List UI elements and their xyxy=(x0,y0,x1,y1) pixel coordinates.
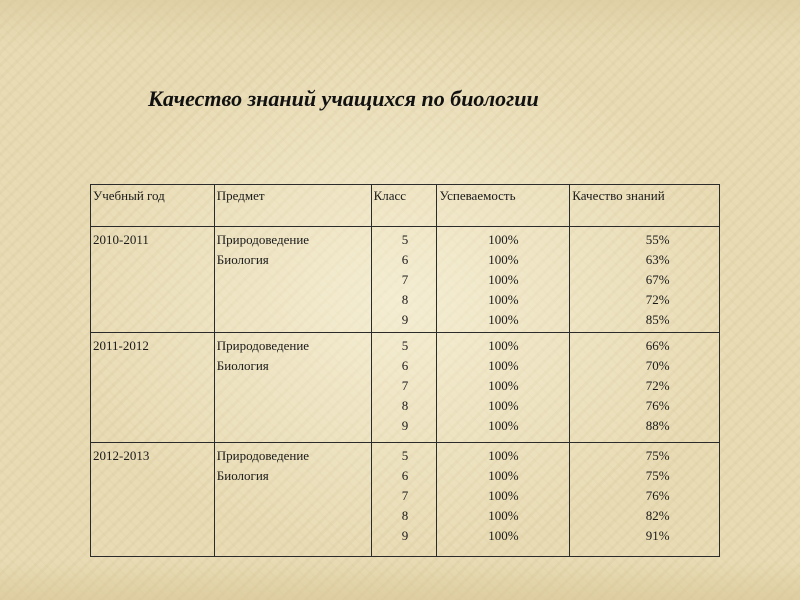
performance-value: 100% xyxy=(488,528,519,543)
subject-line: Биология xyxy=(216,468,269,483)
performance-value: 100% xyxy=(488,358,519,373)
subject-cell xyxy=(214,333,371,443)
subject-line: Природоведение xyxy=(216,232,310,247)
quality-value: 72% xyxy=(645,378,670,393)
class-value: 9 xyxy=(401,528,409,543)
quality-value: 88% xyxy=(645,418,670,433)
quality-value: 82% xyxy=(645,508,670,523)
performance-value: 100% xyxy=(488,378,519,393)
subject-line: Биология xyxy=(216,358,269,373)
class-value: 7 xyxy=(401,272,409,287)
quality-value: 70% xyxy=(645,358,670,373)
class-value: 5 xyxy=(401,448,409,463)
performance-value: 100% xyxy=(488,448,519,463)
subject-cell xyxy=(214,227,371,333)
quality-value: 76% xyxy=(645,488,670,503)
quality-value: 76% xyxy=(645,398,670,413)
quality-value: 63% xyxy=(645,252,670,267)
header-subject: Предмет xyxy=(214,185,371,227)
performance-cell xyxy=(437,333,570,443)
performance-value: 100% xyxy=(488,418,519,433)
quality-value: 75% xyxy=(645,448,670,463)
performance-value: 100% xyxy=(488,338,519,353)
class-value: 8 xyxy=(401,508,409,523)
subject-line: Биология xyxy=(216,252,269,267)
class-value: 6 xyxy=(401,358,409,373)
class-value: 8 xyxy=(401,398,409,413)
performance-cell xyxy=(437,443,570,557)
quality-cell xyxy=(570,227,720,333)
table-row xyxy=(91,227,720,333)
quality-cell xyxy=(570,333,720,443)
year-cell: 2012-2013 xyxy=(91,443,215,557)
performance-value: 100% xyxy=(488,508,519,523)
performance-value: 100% xyxy=(488,252,519,267)
performance-value: 100% xyxy=(488,488,519,503)
class-cell xyxy=(371,443,437,557)
table-row xyxy=(91,443,720,557)
performance-value: 100% xyxy=(488,398,519,413)
class-cell xyxy=(371,227,437,333)
header-class: Класс xyxy=(371,185,437,227)
slide-top-band xyxy=(0,0,800,48)
table-header-row xyxy=(91,185,720,227)
quality-value: 55% xyxy=(645,232,670,247)
performance-value: 100% xyxy=(488,232,519,247)
subject-line: Природоведение xyxy=(216,448,310,463)
class-value: 6 xyxy=(401,252,409,267)
header-quality: Качество знаний xyxy=(570,185,720,227)
class-value: 5 xyxy=(401,338,409,353)
class-value: 7 xyxy=(401,378,409,393)
year-cell: 2010-2011 xyxy=(91,227,215,333)
quality-value: 67% xyxy=(645,272,670,287)
performance-value: 100% xyxy=(488,292,519,307)
class-cell xyxy=(371,333,437,443)
subject-line: Природоведение xyxy=(216,338,310,353)
quality-value: 91% xyxy=(645,528,670,543)
quality-value: 75% xyxy=(645,468,670,483)
slide-title: Качество знаний учащихся по биологии xyxy=(148,86,539,111)
performance-value: 100% xyxy=(488,272,519,287)
header-performance: Успеваемость xyxy=(437,185,570,227)
quality-value: 85% xyxy=(645,312,670,327)
knowledge-quality-table xyxy=(90,184,720,557)
quality-cell xyxy=(570,443,720,557)
slide-bottom-band xyxy=(0,560,800,600)
class-value: 9 xyxy=(401,312,409,327)
class-value: 9 xyxy=(401,418,409,433)
table-row xyxy=(91,333,720,443)
quality-value: 66% xyxy=(645,338,670,353)
performance-cell xyxy=(437,227,570,333)
class-value: 6 xyxy=(401,468,409,483)
header-year: Учебный год xyxy=(91,185,215,227)
class-value: 5 xyxy=(401,232,409,247)
performance-value: 100% xyxy=(488,312,519,327)
subject-cell xyxy=(214,443,371,557)
class-value: 7 xyxy=(401,488,409,503)
performance-value: 100% xyxy=(488,468,519,483)
class-value: 8 xyxy=(401,292,409,307)
year-cell: 2011-2012 xyxy=(91,333,215,443)
quality-value: 72% xyxy=(645,292,670,307)
